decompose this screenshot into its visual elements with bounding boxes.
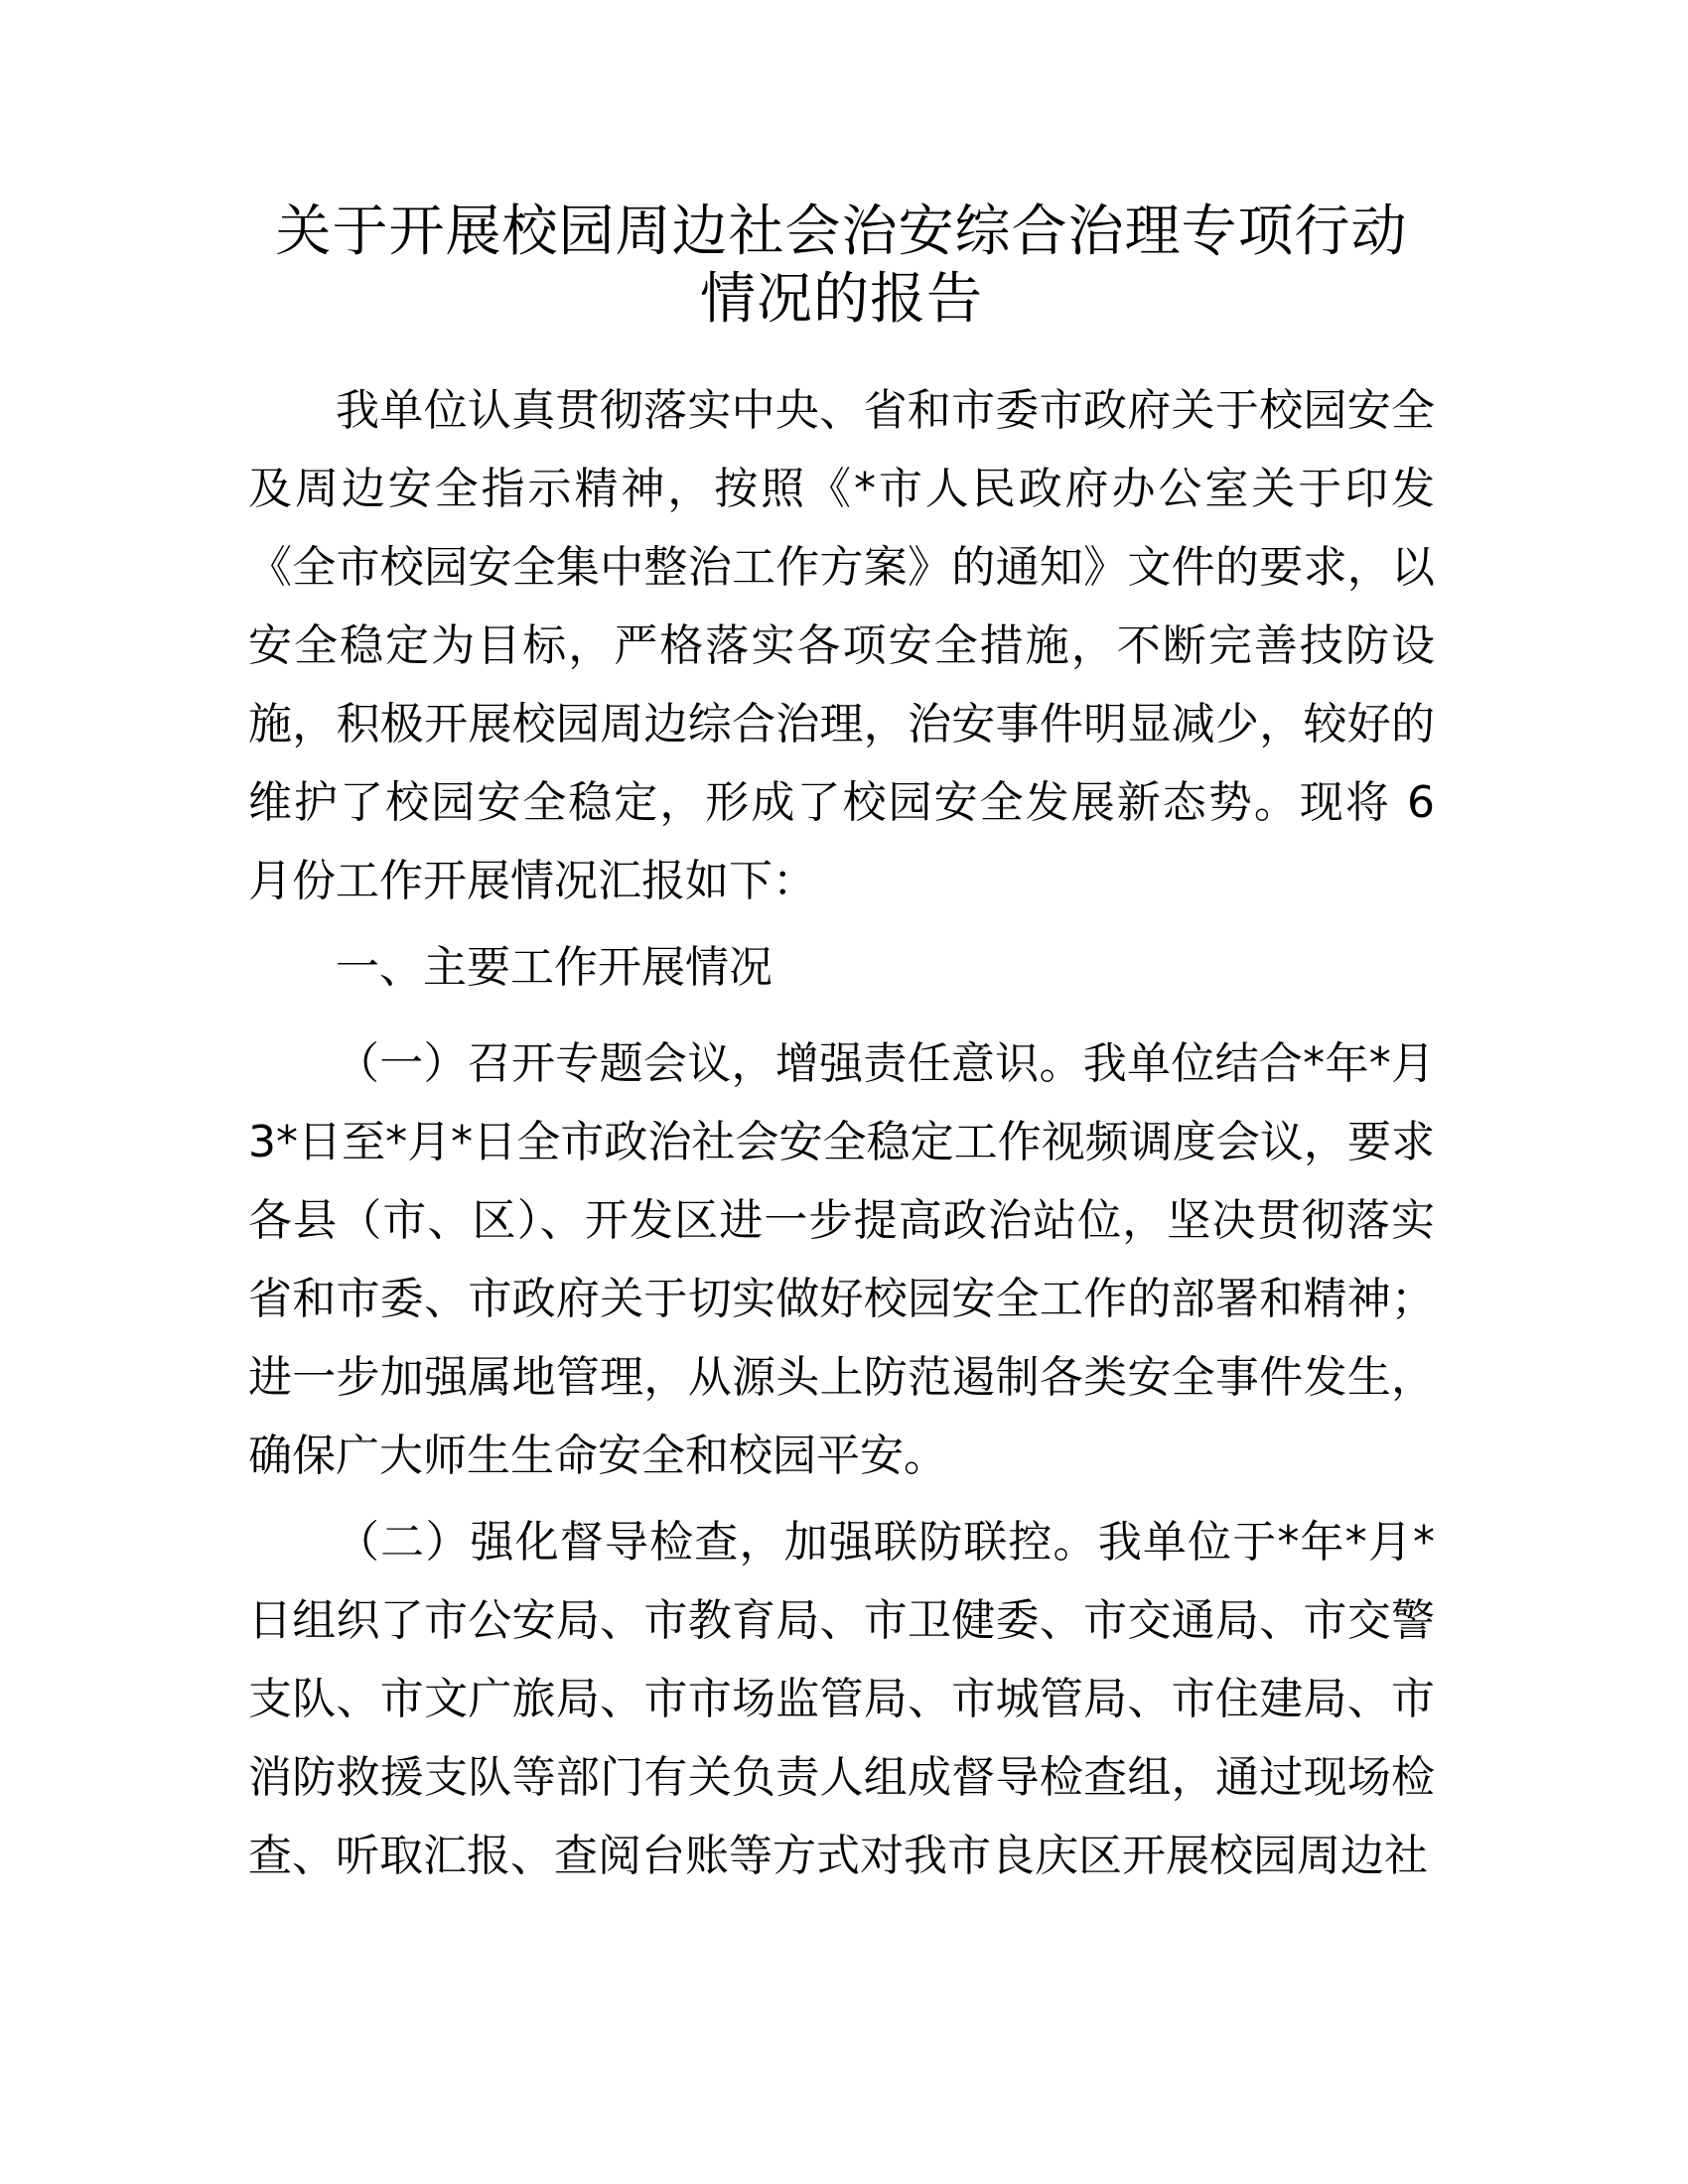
- subsection-paragraph-2: （二）强化督导检查，加强联防联控。我单位于*年*月*日组织了市公安局、市教育局、市卫健委、市交通局、市交警支队、市文广旅局、市市场监管局、市城管局、市住建局、市消防救援支队等部门有关负责人组成督导检查组，通过现场检查、听取汇报、查阅台账等方式对我市良庆区开展校园周边社: [248, 1517, 1435, 1881]
- section-heading-1: 一、主要工作开展情况: [336, 942, 773, 993]
- document-body: [248, 199, 1435, 1903]
- intro-paragraph: 我单位认真贯彻落实中央、省和市委市政府关于校园安全及周边安全指示精神，按照《*市人民政府办公室关于印发《全市校园安全集中整治工作方案》的通知》文件的要求，以安全稳定为目标，严格落实各项安全措施，不断完善技防设施，积极开展校园周边综合治理，治安事件明显减少，较好的维护了校园安全稳定，形成了校园安全发展新态势。现将 6 月份工作开展情况汇报如下：: [248, 385, 1435, 906]
- document-title: 关于开展校园周边社会治安综合治理专项行动情况的报告: [275, 200, 1408, 332]
- subsection-paragraph-1: （一）召开专题会议，增强责任意识。我单位结合*年*月3*日至*月*日全市政治社会安全稳定工作视频调度会议，要求各县（市、区）、开发区进一步提高政治站位，坚决贯彻落实省和市委、市政府关于切实做好校园安全工作的部署和精神；进一步加强属地管理，从源头上防范遏制各类安全事件发生，确保广大师生生命安全和校园平安。: [248, 1038, 1435, 1481]
